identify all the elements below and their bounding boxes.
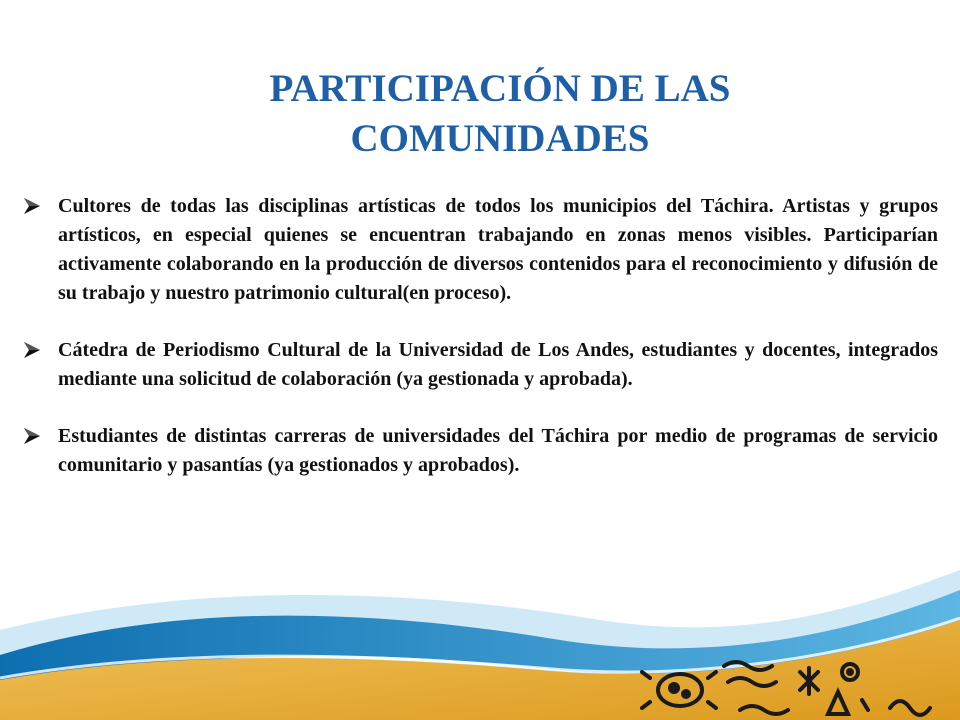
arrow-bullet-icon (22, 341, 42, 359)
arrow-bullet-icon (22, 197, 42, 215)
bullet-text: Estudiantes de distintas carreras de universidades del Táchira por medio de programas de servicio comunitario y pasantías (ya gestionados y aprobados). (58, 425, 938, 476)
title-line-2: COMUNIDADES (350, 117, 650, 160)
bullet-list (22, 192, 938, 508)
bullet-item (22, 422, 938, 480)
arrow-bullet-icon (22, 427, 42, 445)
decorative-wave-footer (0, 560, 960, 720)
bullet-text: Cultores de todas las disciplinas artísticas de todos los municipios del Táchira. Artistas y grupos artísticos, en especial quienes se encuentran trabajando en zonas menos visibles. Participarían activamente colaborando en la producción de diversos contenidos para el reconocimiento y difusión de su trabajo y nuestro patrimonio cultural(en proceso). (58, 195, 938, 304)
bullet-item (22, 192, 938, 308)
bullet-text: Cátedra de Periodismo Cultural de la Universidad de Los Andes, estudiantes y docentes, integrados mediante una solicitud de colaboración (ya gestionada y aprobada). (58, 339, 938, 390)
bullet-item (22, 336, 938, 394)
slide-title (200, 64, 800, 164)
title-line-1: PARTICIPACIÓN DE LAS (269, 67, 731, 110)
